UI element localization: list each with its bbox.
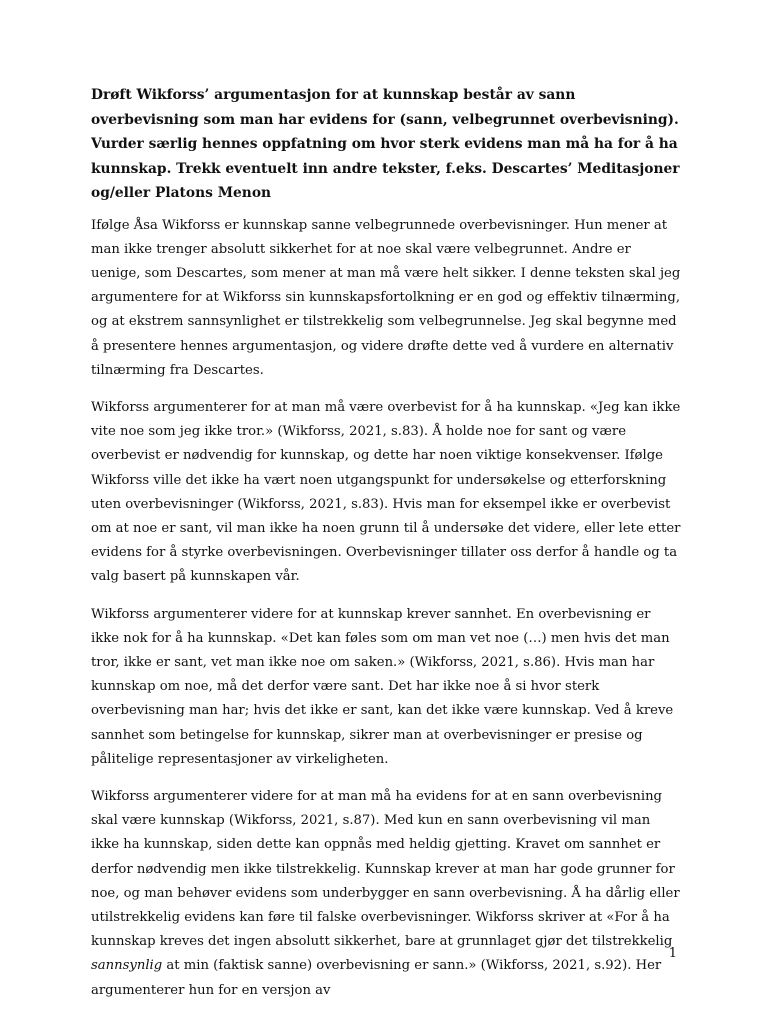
paragraph-evidence-text-before: Wikforss argumenterer videre for at man må ha evidens for at en sann overbevisning skal være kunnskap (Wikforss, 2021, s.87). Med kun en sann overbevisning vil man ikke ha kunnskap, siden dette kan oppnås med heldig gjetting. Kravet om sannhet er derfor nødvendig men ikke tilstrekkelig. Kunnskap krever at man har gode grunner for noe, og man behøver evidens som underbygger en sann overbevisning. Å ha dårlig eller utilstrekkelig evidens kan føre til falske overbevisninger. Wikforss skriver at «For å ha kunnskap kreves det ingen absolutt sikkerhet, bare at grunnlaget gjør det tilstrekkelig: [91, 788, 680, 950]
paragraph-truth: Wikforss argumenterer videre for at kunnskap krever sannhet. En overbevisning er ikke nok for å ha kunnskap. «Det kan føles som om man vet noe (…) men hvis det man tror, ikke er sant, vet man ikke noe om saken.» (Wikforss, 2021, s.86). Hvis man har kunnskap om noe, må det derfor være sant. Det har ikke noe å si hvor sterk overbevisning man har; hvis det ikke er sant, kan det ikke være kunnskap. Ved å kreve sannhet som betingelse for kunnskap, sikrer man at overbevisninger er presise og pålitelige representasjoner av virkeligheten.: [91, 606, 674, 767]
document-page: [91, 83, 681, 1016]
paragraph-belief: Wikforss argumenterer for at man må være overbevist for å ha kunnskap. «Jeg kan ikke vite noe som jeg ikke tror.» (Wikforss, 2021, s.83). Å holde noe for sant og være overbevist er nødvendig for kunnskap, og dette har noen viktige konsekvenser. Ifølge Wikforss ville det ikke ha vært noen utgangspunkt for undersøkelse og etterforskning uten overbevisninger (Wikforss, 2021, s.83). Hvis man for eksempel ikke er overbevist om at noe er sant, vil man ikke ha noen grunn til å undersøke det videre, eller lete etter evidens for å styrke overbevisningen. Overbevisninger tillater oss derfor å handle og ta valg basert på kunnskapen vår.: [91, 399, 681, 585]
paragraph-evidence: [91, 785, 681, 1003]
paragraph-evidence-emphasis: sannsynlig: [91, 958, 163, 974]
page-number: 1: [668, 946, 677, 961]
paragraph-evidence-text-after: at min (faktisk sanne) overbevisning er sann.» (Wikforss, 2021, s.92). Her argumenterer hun for en versjon av: [91, 958, 662, 998]
document-title: Drøft Wikforss’ argumentasjon for at kunnskap består av sann overbevisning som man har evidens for (sann, velbegrunnet overbevisning). Vurder særlig hennes oppfatning om hvor sterk evidens man må ha for å ha kunnskap. Trekk eventuelt inn andre tekster, f.eks. Descartes’ Meditasjoner og/eller Platons Menon: [91, 87, 680, 201]
paragraph-intro: Ifølge Åsa Wikforss er kunnskap sanne velbegrunnede overbevisninger. Hun mener at man ikke trenger absolutt sikkerhet for at noe skal være velbegrunnet. Andre er uenige, som Descartes, som mener at man må være helt sikker. I denne teksten skal jeg argumentere for at Wikforss sin kunnskapsfortolkning er en god og effektiv tilnærming, og at ekstrem sannsynlighet er tilstrekkelig som velbegrunnelse. Jeg skal begynne med å presentere hennes argumentasjon, og videre drøfte dette ved å vurdere en alternativ tilnærming fra Descartes.: [91, 217, 681, 378]
